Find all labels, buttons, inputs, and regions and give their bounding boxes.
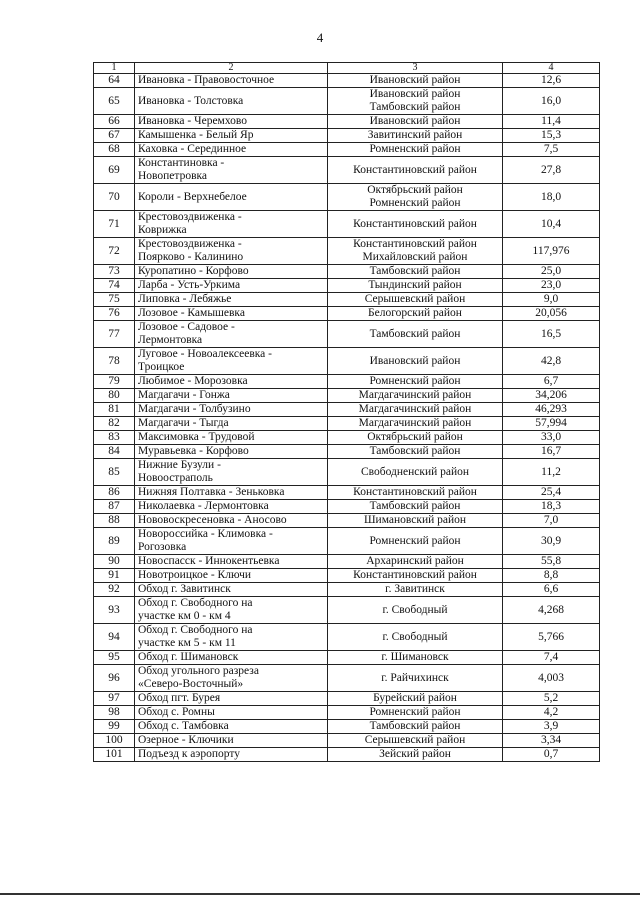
road-name: Крестовоздвиженка -	[138, 238, 242, 250]
table-row	[94, 583, 600, 597]
table-row	[94, 265, 600, 279]
road-name: Коврижка	[138, 224, 187, 236]
road-name-cell	[135, 238, 328, 265]
district-cell	[328, 734, 503, 748]
road-name: Новопетровка	[138, 170, 208, 182]
district-cell	[328, 279, 503, 293]
road-name: Лозовое - Камышевка	[138, 307, 245, 319]
road-name-cell	[135, 528, 328, 555]
row-number: 85	[94, 459, 135, 486]
road-name-cell	[135, 307, 328, 321]
district-cell	[328, 348, 503, 375]
road-name: Каховка - Серединное	[138, 143, 247, 155]
road-name-cell	[135, 706, 328, 720]
district-cell	[328, 748, 503, 762]
road-name-cell	[135, 348, 328, 375]
road-name-cell	[135, 431, 328, 445]
district-name: Ромненский район	[369, 197, 461, 209]
road-length: 8,8	[503, 569, 600, 583]
road-name-cell	[135, 403, 328, 417]
page-number: 4	[316, 30, 324, 45]
district-cell	[328, 417, 503, 431]
road-length: 11,2	[503, 459, 600, 486]
road-length: 5,766	[503, 624, 600, 651]
road-name-cell	[135, 445, 328, 459]
road-name: Ивановка - Черемхово	[138, 115, 247, 127]
district-cell	[328, 445, 503, 459]
table-row	[94, 279, 600, 293]
row-number: 68	[94, 143, 135, 157]
road-length: 7,4	[503, 651, 600, 665]
road-length: 4,003	[503, 665, 600, 692]
road-name: Поярково - Калинино	[138, 251, 244, 263]
district-cell	[328, 88, 503, 115]
table-row	[94, 651, 600, 665]
road-length: 0,7	[503, 748, 600, 762]
road-name: Нововоскресеновка - Аносово	[138, 514, 287, 526]
road-length: 25,4	[503, 486, 600, 500]
district-name: Магдагачинский район	[358, 403, 472, 415]
row-number: 80	[94, 389, 135, 403]
road-name: Магдагачи - Тыгда	[138, 417, 229, 429]
road-name: Троицкое	[138, 361, 185, 373]
row-number: 97	[94, 692, 135, 706]
district-name: Зейский район	[379, 748, 451, 760]
table-body	[94, 74, 600, 762]
district-cell	[328, 569, 503, 583]
row-number: 83	[94, 431, 135, 445]
district-name: Бурейский район	[373, 692, 457, 704]
row-number: 89	[94, 528, 135, 555]
district-name: г. Свободный	[382, 630, 448, 643]
row-number: 64	[94, 74, 135, 88]
road-length: 46,293	[503, 403, 600, 417]
district-name: Константиновский район	[353, 238, 477, 250]
road-name-cell	[135, 293, 328, 307]
road-name: Николаевка - Лермонтовка	[138, 500, 269, 512]
header-col-3: 3	[328, 63, 503, 74]
district-cell	[328, 184, 503, 211]
road-name: Обход пгт. Бурея	[138, 692, 221, 704]
district-name: Константиновский район	[353, 486, 477, 498]
row-number: 84	[94, 445, 135, 459]
table-row	[94, 143, 600, 157]
district-name: Ивановский район	[369, 354, 461, 367]
road-length: 10,4	[503, 211, 600, 238]
row-number: 81	[94, 403, 135, 417]
row-number: 92	[94, 583, 135, 597]
district-cell	[328, 307, 503, 321]
road-name: Подъезд к аэропорту	[138, 748, 240, 760]
table-row	[94, 348, 600, 375]
table-row	[94, 748, 600, 762]
table-row	[94, 514, 600, 528]
road-name-cell	[135, 389, 328, 403]
district-name: Тамбовский район	[369, 500, 461, 512]
row-number: 73	[94, 265, 135, 279]
district-name: Октябрьский район	[367, 431, 463, 443]
road-name-cell	[135, 184, 328, 211]
table-row	[94, 211, 600, 238]
district-name: Ромненский район	[369, 534, 461, 547]
district-cell	[328, 624, 503, 651]
road-length: 12,6	[503, 74, 600, 88]
row-number: 94	[94, 624, 135, 651]
road-name: участке км 5 - км 11	[138, 637, 236, 649]
district-cell	[328, 389, 503, 403]
row-number: 67	[94, 129, 135, 143]
district-name: Тамбовский район	[369, 327, 461, 340]
road-length: 23,0	[503, 279, 600, 293]
road-name: Лермонтовка	[138, 334, 203, 346]
district-cell	[328, 514, 503, 528]
road-length: 15,3	[503, 129, 600, 143]
road-name-cell	[135, 720, 328, 734]
road-name-cell	[135, 597, 328, 624]
road-name: Новоостраполь	[138, 472, 213, 484]
road-length: 5,2	[503, 692, 600, 706]
row-number: 75	[94, 293, 135, 307]
table-row	[94, 74, 600, 88]
road-name-cell	[135, 157, 328, 184]
district-cell	[328, 143, 503, 157]
row-number: 93	[94, 597, 135, 624]
road-name: Максимовка - Трудовой	[138, 431, 255, 443]
district-cell	[328, 486, 503, 500]
row-number: 72	[94, 238, 135, 265]
district-cell	[328, 459, 503, 486]
road-name: Куропатино - Корфово	[138, 265, 249, 277]
district-name: г. Свободный	[382, 603, 448, 616]
table-row	[94, 431, 600, 445]
road-length: 55,8	[503, 555, 600, 569]
table-row	[94, 692, 600, 706]
road-length: 20,056	[503, 307, 600, 321]
district-name: Ромненский район	[369, 143, 461, 155]
road-name: Обход г. Свободного на	[138, 624, 253, 636]
district-cell	[328, 375, 503, 389]
district-name: Шимановский район	[363, 514, 467, 526]
row-number: 74	[94, 279, 135, 293]
table-row	[94, 445, 600, 459]
row-number: 66	[94, 115, 135, 129]
road-length: 6,7	[503, 375, 600, 389]
header-col-2: 2	[135, 63, 328, 74]
road-name-cell	[135, 486, 328, 500]
road-length: 57,994	[503, 417, 600, 431]
row-number: 86	[94, 486, 135, 500]
header-col-4: 4	[503, 63, 600, 74]
row-number: 82	[94, 417, 135, 431]
road-name: Новотроицкое - Ключи	[138, 569, 252, 581]
road-name: участке км 0 - км 4	[138, 610, 231, 622]
table-row	[94, 389, 600, 403]
table-row	[94, 293, 600, 307]
row-number: 79	[94, 375, 135, 389]
district-cell	[328, 692, 503, 706]
district-name: Ивановский район	[369, 74, 461, 86]
row-number: 77	[94, 321, 135, 348]
district-name: г. Райчихинск	[381, 671, 449, 684]
table-row	[94, 88, 600, 115]
road-name: Любимое - Морозовка	[138, 375, 248, 387]
table-row	[94, 569, 600, 583]
road-length: 30,9	[503, 528, 600, 555]
road-length: 42,8	[503, 348, 600, 375]
district-name: Тындинский район	[368, 279, 462, 291]
row-number: 91	[94, 569, 135, 583]
road-name-cell	[135, 514, 328, 528]
district-name: Тамбовский район	[369, 265, 461, 277]
row-number: 101	[94, 748, 135, 762]
road-length: 6,6	[503, 583, 600, 597]
road-name: Обход с. Тамбовка	[138, 720, 229, 732]
road-name-cell	[135, 500, 328, 514]
row-number: 95	[94, 651, 135, 665]
road-name-cell	[135, 279, 328, 293]
table-row	[94, 720, 600, 734]
road-name: Озерное - Ключики	[138, 734, 234, 746]
district-cell	[328, 597, 503, 624]
road-name: Крестовоздвиженка -	[138, 211, 242, 223]
road-name: Константиновка -	[138, 157, 225, 169]
district-name: Белогорский район	[368, 307, 462, 319]
road-name: Обход г. Шимановск	[138, 651, 239, 663]
table-header-row	[94, 63, 600, 74]
district-cell	[328, 265, 503, 279]
table-row	[94, 459, 600, 486]
table-row	[94, 734, 600, 748]
road-name: Липовка - Лебяжье	[138, 293, 232, 305]
road-name: Ларба - Усть-Уркима	[138, 279, 241, 291]
district-cell	[328, 238, 503, 265]
road-length: 7,5	[503, 143, 600, 157]
row-number: 78	[94, 348, 135, 375]
road-name-cell	[135, 459, 328, 486]
district-name: Ромненский район	[369, 706, 461, 718]
district-name: Архаринский район	[366, 555, 464, 567]
road-name-cell	[135, 624, 328, 651]
district-name: Константиновский район	[353, 569, 477, 581]
road-name-cell	[135, 555, 328, 569]
road-name: Короли - Верхнебелое	[138, 190, 247, 203]
header-col-1: 1	[94, 63, 135, 74]
road-name: «Северо-Восточный»	[138, 678, 244, 690]
road-length: 33,0	[503, 431, 600, 445]
road-name-cell	[135, 748, 328, 762]
road-name-cell	[135, 115, 328, 129]
district-name: Константиновский район	[353, 217, 477, 230]
road-length: 16,0	[503, 88, 600, 115]
road-name: Муравьевка - Корфово	[138, 445, 249, 457]
row-number: 76	[94, 307, 135, 321]
district-name: Магдагачинский район	[358, 389, 472, 401]
table-row	[94, 417, 600, 431]
road-length: 117,976	[503, 238, 600, 265]
row-number: 71	[94, 211, 135, 238]
road-name-cell	[135, 375, 328, 389]
road-name-cell	[135, 665, 328, 692]
table-row	[94, 486, 600, 500]
road-name: Обход с. Ромны	[138, 706, 215, 718]
road-name-cell	[135, 143, 328, 157]
table-row	[94, 157, 600, 184]
row-number: 87	[94, 500, 135, 514]
road-name: Луговое - Новоалексеевка -	[138, 348, 272, 360]
road-name: Лозовое - Садовое -	[138, 321, 235, 333]
district-name: Константиновский район	[353, 163, 477, 176]
road-name: Магдагачи - Гонжа	[138, 389, 230, 401]
road-name-cell	[135, 265, 328, 279]
district-cell	[328, 321, 503, 348]
road-name-cell	[135, 211, 328, 238]
roads-table	[93, 62, 600, 762]
table-row	[94, 665, 600, 692]
road-length: 27,8	[503, 157, 600, 184]
road-name: Камышенка - Белый Яр	[138, 129, 254, 141]
road-name: Ивановка - Толстовка	[138, 94, 244, 107]
road-length: 4,268	[503, 597, 600, 624]
row-number: 98	[94, 706, 135, 720]
road-name-cell	[135, 417, 328, 431]
road-length: 16,7	[503, 445, 600, 459]
table-row	[94, 555, 600, 569]
table-row	[94, 528, 600, 555]
district-cell	[328, 500, 503, 514]
row-number: 99	[94, 720, 135, 734]
road-length: 9,0	[503, 293, 600, 307]
road-name-cell	[135, 321, 328, 348]
table-row	[94, 624, 600, 651]
district-name: Свободненский район	[360, 465, 470, 478]
road-name-cell	[135, 74, 328, 88]
road-name: Магдагачи - Толбузино	[138, 403, 251, 415]
district-cell	[328, 720, 503, 734]
road-length: 18,0	[503, 184, 600, 211]
road-length: 11,4	[503, 115, 600, 129]
district-name: Завитинский район	[367, 129, 463, 141]
district-cell	[328, 665, 503, 692]
road-name-cell	[135, 569, 328, 583]
district-name: Ивановский район	[369, 88, 461, 100]
district-name: Ивановский район	[369, 115, 461, 127]
road-name: Обход г. Свободного на	[138, 597, 253, 609]
road-name: Обход г. Завитинск	[138, 583, 231, 595]
row-number: 65	[94, 88, 135, 115]
table-row	[94, 500, 600, 514]
table-row	[94, 375, 600, 389]
table-row	[94, 403, 600, 417]
district-cell	[328, 431, 503, 445]
table-row	[94, 115, 600, 129]
road-name: Новороссийка - Климовка -	[138, 528, 273, 540]
district-cell	[328, 157, 503, 184]
row-number: 70	[94, 184, 135, 211]
district-name: г. Завитинск	[385, 583, 445, 595]
row-number: 90	[94, 555, 135, 569]
road-name-cell	[135, 734, 328, 748]
district-name: Тамбовский район	[369, 720, 461, 732]
road-name-cell	[135, 583, 328, 597]
road-length: 4,2	[503, 706, 600, 720]
district-name: Ромненский район	[369, 375, 461, 387]
district-cell	[328, 211, 503, 238]
district-cell	[328, 293, 503, 307]
district-name: г. Шимановск	[381, 651, 449, 663]
road-name-cell	[135, 129, 328, 143]
district-cell	[328, 555, 503, 569]
district-cell	[328, 403, 503, 417]
table-row	[94, 307, 600, 321]
road-name: Обход угольного разреза	[138, 665, 259, 677]
district-cell	[328, 528, 503, 555]
row-number: 88	[94, 514, 135, 528]
district-name: Октябрьский район	[367, 184, 463, 196]
road-name: Рогозовка	[138, 541, 187, 553]
road-length: 16,5	[503, 321, 600, 348]
road-length: 3,9	[503, 720, 600, 734]
table-row	[94, 706, 600, 720]
district-cell	[328, 129, 503, 143]
row-number: 96	[94, 665, 135, 692]
road-name: Ивановка - Правовосточное	[138, 74, 275, 86]
table-row	[94, 321, 600, 348]
road-length: 7,0	[503, 514, 600, 528]
table-row	[94, 597, 600, 624]
road-name-cell	[135, 651, 328, 665]
bottom-border	[0, 893, 640, 895]
road-name-cell	[135, 88, 328, 115]
district-cell	[328, 706, 503, 720]
table-row	[94, 238, 600, 265]
road-name: Новоспасск - Иннокентьевка	[138, 555, 280, 567]
row-number: 100	[94, 734, 135, 748]
district-cell	[328, 74, 503, 88]
road-length: 34,206	[503, 389, 600, 403]
road-length: 18,3	[503, 500, 600, 514]
district-cell	[328, 583, 503, 597]
district-cell	[328, 115, 503, 129]
district-name: Тамбовский район	[369, 445, 461, 457]
road-name: Нижние Бузули -	[138, 459, 221, 471]
row-number: 69	[94, 157, 135, 184]
table-row	[94, 129, 600, 143]
district-name: Михайловский район	[362, 251, 468, 263]
table-row	[94, 184, 600, 211]
road-length: 3,34	[503, 734, 600, 748]
district-cell	[328, 651, 503, 665]
district-name: Серышевский район	[364, 734, 466, 746]
district-name: Серышевский район	[364, 293, 466, 305]
road-name-cell	[135, 692, 328, 706]
road-length: 25,0	[503, 265, 600, 279]
district-name: Тамбовский район	[369, 101, 461, 113]
district-name: Магдагачинский район	[358, 417, 472, 429]
road-name: Нижняя Полтавка - Зеньковка	[138, 486, 285, 498]
